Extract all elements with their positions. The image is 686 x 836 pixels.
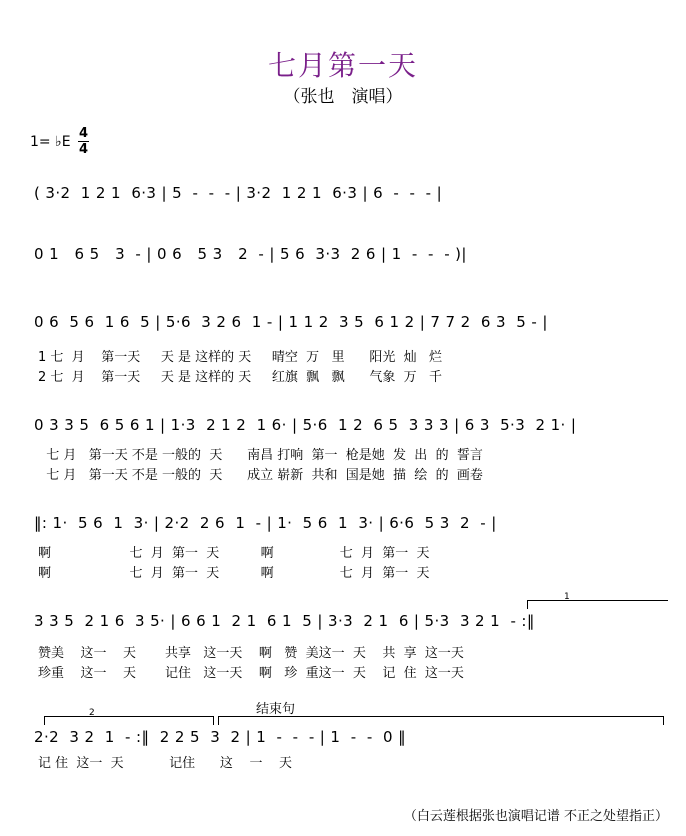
volta-number: 2 (89, 708, 95, 718)
ending-bracket (218, 716, 664, 725)
lyric-line: 赞美 这一 天 共享 这一天 啊 赞 美这一 天 共 享 这一天 (38, 646, 464, 661)
score-system: 3 3 5 2 1 6 3 5· | 6 6 1 2 1 6 1 5 | 3·3 2 1 6 | 5·3 3 2 1 - :‖ (34, 612, 535, 630)
score-system: ( 3·2 1 2 1 6·3 | 5 - - - | 3·2 1 2 1 6·3 | 6 - - - | (34, 184, 443, 202)
score-system: 0 6 5 6 1 6 5 | 5·6 3 2 6 1 - | 1 1 2 3 5 6 1 2 | 7 7 2 6 3 5 - | (34, 313, 548, 331)
page-title: 七月第一天 (267, 49, 418, 82)
volta-number: 1 (564, 592, 570, 602)
page-subtitle: （张也 演唱） (283, 87, 403, 107)
lyric-line: 啊 七 月 第一 天 啊 七 月 第一 天 (38, 566, 430, 581)
lyric-line: 啊 七 月 第一 天 啊 七 月 第一 天 (38, 546, 430, 561)
lyric-line: 2 七 月 第一天 天 是 这样的 天 红旗 飘 飘 气象 万 千 (38, 370, 443, 385)
time-signature-bottom: 4 (78, 142, 89, 157)
footer-note: （白云莲根据张也演唱记谱 不正之处望指正） (403, 809, 668, 824)
lyric-line: 珍重 这一 天 记住 这一天 啊 珍 重这一 天 记 住 这一天 (38, 666, 464, 681)
volta-bracket-2 (44, 708, 214, 725)
key-signature: 1= ♭E (30, 134, 71, 150)
lyric-line: 记 住 这一 天 记住 这 一 天 (38, 756, 292, 771)
score-system: 0 1 6 5 3 - | 0 6 5 3 2 - | 5 6 3·3 2 6 | 1 - - - )| (34, 245, 467, 263)
time-signature (78, 127, 89, 156)
volta-bracket-1 (527, 592, 668, 609)
lyric-line: 七 月 第一天 不是 一般的 天 南昌 打响 第一 枪是她 发 出 的 誓言 (38, 448, 483, 463)
lyric-line: 1 七 月 第一天 天 是 这样的 天 晴空 万 里 阳光 灿 烂 (38, 350, 443, 365)
score-system: ‖: 1· 5 6 1 3· | 2·2 2 6 1 - | 1· 5 6 1 3· | 6·6 5 3 2 - | (34, 514, 497, 532)
lyric-line: 七 月 第一天 不是 一般的 天 成立 崭新 共和 国是她 描 绘 的 画卷 (38, 468, 483, 483)
time-signature-top: 4 (78, 126, 89, 141)
score-system: 0 3 3 5 6 5 6 1 | 1·3 2 1 2 1 6· | 5·6 1 2 6 5 3 3 3 | 6 3 5·3 2 1· | (34, 416, 577, 434)
ending-label: 结束句 (256, 702, 296, 717)
score-system: 2·2 3 2 1 - :‖ 2 2 5 3 2 | 1 - - - | 1 - - 0 ‖ (34, 728, 407, 746)
